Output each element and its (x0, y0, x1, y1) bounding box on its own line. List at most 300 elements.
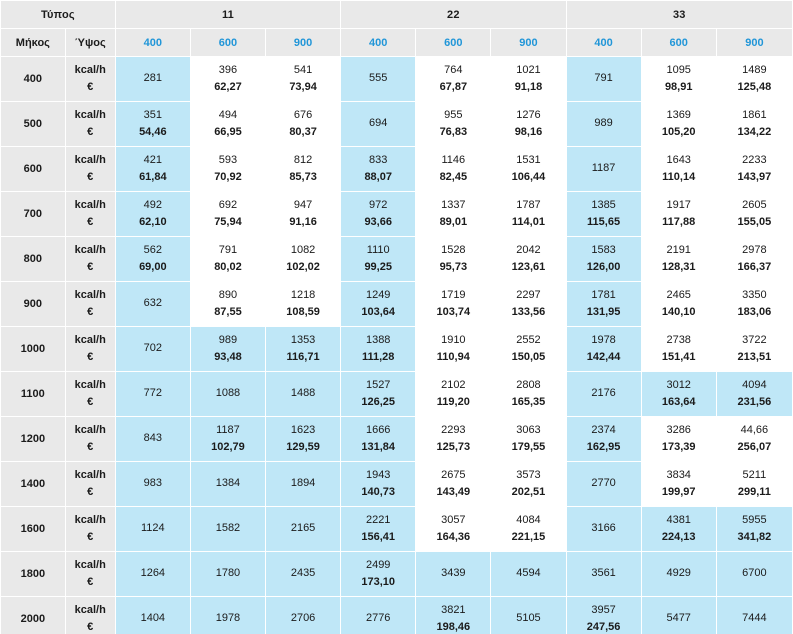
data-cell (115, 327, 190, 372)
cell-price-value: 140,73 (361, 486, 396, 498)
unit-price: € (87, 171, 94, 183)
cell-power-value: 1095 (666, 63, 691, 76)
data-cell (716, 237, 792, 282)
cell-price-value: 89,01 (439, 216, 468, 228)
cell-power-value: 4594 (516, 567, 541, 580)
unit-price: € (87, 621, 94, 633)
cell-power-value: 2978 (742, 243, 767, 256)
data-cell (716, 507, 792, 552)
row-unit-labels (65, 462, 115, 507)
cell-power-value: 791 (218, 243, 238, 256)
header-length-label: Μήκος (1, 29, 66, 57)
cell-price-value: 224,13 (661, 531, 696, 543)
cell-power-value: 772 (143, 387, 162, 400)
cell-price-value: 62,27 (214, 81, 242, 93)
data-cell (190, 282, 265, 327)
cell-price-value: 62,10 (139, 216, 167, 228)
cell-power-value: 555 (369, 72, 388, 85)
cell-power-value: 2776 (365, 612, 391, 625)
unit-price: € (87, 261, 94, 273)
data-cell (266, 102, 341, 147)
header-type-33: 33 (566, 1, 792, 29)
header-type-11: 11 (115, 1, 340, 29)
cell-price-value: 140,10 (661, 306, 696, 318)
table-row (1, 327, 793, 372)
data-cell (266, 57, 341, 102)
data-cell (341, 57, 416, 102)
header-height-11-900: 900 (266, 29, 341, 57)
data-cell (115, 597, 190, 634)
cell-power-value: 989 (218, 333, 238, 346)
table-row (1, 102, 793, 147)
cell-price-value: 111,28 (361, 351, 395, 363)
data-cell (416, 192, 491, 237)
unit-power: kcal/h (74, 558, 106, 571)
cell-power-value: 1384 (215, 477, 241, 490)
data-cell (641, 57, 716, 102)
cell-price-value: 75,94 (214, 216, 242, 228)
cell-price-value: 142,44 (586, 351, 621, 363)
unit-power: kcal/h (74, 468, 106, 481)
data-cell (491, 372, 566, 417)
data-cell (190, 327, 265, 372)
cell-price-value: 173,39 (661, 441, 696, 453)
data-cell (115, 552, 190, 597)
data-cell (491, 237, 566, 282)
data-cell (115, 57, 190, 102)
row-length-label: 1600 (1, 507, 66, 552)
data-cell (491, 102, 566, 147)
row-unit-labels (65, 237, 115, 282)
unit-power: kcal/h (74, 603, 106, 616)
cell-price-value: 80,02 (214, 261, 242, 273)
cell-power-value: 3834 (666, 468, 691, 481)
row-unit-labels (65, 597, 115, 634)
cell-power-value: 1187 (591, 162, 616, 175)
table-row (1, 462, 793, 507)
cell-price-value: 134,22 (737, 126, 772, 138)
data-cell (491, 597, 566, 634)
cell-power-value: 2176 (591, 387, 616, 400)
cell-price-value: 129,59 (286, 441, 320, 453)
data-cell (115, 237, 190, 282)
row-length-label: 700 (1, 192, 66, 237)
cell-power-value: 44,66 (740, 423, 769, 436)
data-cell (266, 597, 341, 634)
cell-price-value: 95,73 (439, 261, 468, 273)
header-height-label: Ύψος (65, 29, 115, 57)
row-unit-labels (65, 507, 115, 552)
cell-power-value: 494 (218, 108, 238, 121)
cell-power-value: 1488 (290, 387, 316, 400)
data-cell (566, 462, 641, 507)
cell-price-value: 87,55 (214, 306, 242, 318)
cell-power-value: 5105 (516, 612, 541, 625)
data-cell (716, 327, 792, 372)
data-cell (566, 192, 641, 237)
cell-price-value: 151,41 (661, 351, 696, 363)
data-cell (491, 282, 566, 327)
row-unit-labels (65, 102, 115, 147)
cell-price-value: 126,00 (586, 261, 621, 273)
data-cell (491, 507, 566, 552)
cell-power-value: 1264 (140, 567, 166, 580)
data-cell (266, 192, 341, 237)
cell-power-value: 1353 (290, 333, 316, 346)
unit-price: € (87, 396, 94, 408)
row-unit-labels (65, 327, 115, 372)
cell-power-value: 2233 (742, 153, 767, 166)
header-height-33-900: 900 (716, 29, 792, 57)
cell-power-value: 2675 (441, 468, 466, 481)
data-cell (641, 237, 716, 282)
data-cell (641, 327, 716, 372)
cell-power-value: 4381 (666, 513, 691, 526)
cell-power-value: 1337 (441, 198, 466, 211)
cell-power-value: 5211 (742, 468, 767, 481)
row-length-label: 800 (1, 237, 66, 282)
cell-power-value: 1978 (591, 333, 616, 346)
cell-price-value: 85,73 (289, 171, 317, 183)
data-cell (491, 192, 566, 237)
cell-power-value: 281 (143, 72, 162, 85)
cell-price-value: 150,05 (511, 351, 546, 363)
cell-power-value: 676 (293, 108, 313, 121)
cell-price-value: 116,71 (286, 351, 320, 363)
header-height-11-400: 400 (115, 29, 190, 57)
data-cell (416, 507, 491, 552)
cell-price-value: 221,15 (511, 531, 546, 543)
unit-price: € (87, 441, 94, 453)
data-cell (416, 327, 491, 372)
cell-power-value: 4929 (666, 567, 691, 580)
cell-power-value: 562 (143, 243, 162, 256)
data-cell (115, 192, 190, 237)
table-row (1, 372, 793, 417)
data-cell (190, 507, 265, 552)
cell-power-value: 2102 (441, 378, 466, 391)
cell-power-value: 1146 (441, 153, 466, 166)
data-cell (416, 282, 491, 327)
unit-power: kcal/h (74, 63, 106, 76)
cell-power-value: 1978 (215, 612, 241, 625)
cell-power-value: 955 (444, 108, 463, 121)
cell-power-value: 1369 (666, 108, 691, 121)
data-cell (266, 372, 341, 417)
cell-power-value: 2221 (365, 513, 391, 526)
cell-price-value: 115,65 (587, 216, 621, 228)
data-cell (641, 552, 716, 597)
cell-power-value: 396 (218, 63, 238, 76)
data-cell (491, 462, 566, 507)
cell-power-value: 5955 (742, 513, 767, 526)
data-cell (115, 147, 190, 192)
table-row (1, 552, 793, 597)
data-cell (641, 192, 716, 237)
cell-price-value: 119,20 (436, 396, 470, 408)
data-cell (716, 372, 792, 417)
cell-power-value: 1385 (591, 198, 616, 211)
cell-power-value: 791 (594, 72, 613, 85)
cell-power-value: 2808 (516, 378, 541, 391)
row-length-label: 2000 (1, 597, 66, 634)
cell-price-value: 126,25 (361, 396, 396, 408)
header-height-22-400: 400 (341, 29, 416, 57)
header-row-type (1, 1, 793, 29)
header-height-33-400: 400 (566, 29, 641, 57)
cell-power-value: 1489 (742, 63, 767, 76)
data-cell (115, 372, 190, 417)
cell-price-value: 54,46 (139, 126, 167, 138)
data-cell (190, 57, 265, 102)
data-cell (266, 417, 341, 462)
table-row (1, 507, 793, 552)
cell-price-value: 110,14 (662, 171, 696, 183)
cell-power-value: 972 (369, 198, 388, 211)
data-cell (566, 552, 641, 597)
data-cell (190, 237, 265, 282)
cell-power-value: 6700 (742, 567, 767, 580)
data-cell (190, 552, 265, 597)
cell-power-value: 1861 (742, 108, 767, 121)
cell-power-value: 1218 (290, 288, 316, 301)
cell-price-value: 213,51 (737, 351, 772, 363)
cell-price-value: 82,45 (439, 171, 468, 183)
cell-power-value: 3561 (591, 567, 616, 580)
cell-price-value: 198,46 (436, 621, 471, 633)
header-type-22: 22 (341, 1, 566, 29)
data-cell (566, 597, 641, 634)
cell-power-value: 2738 (666, 333, 691, 346)
cell-power-value: 2191 (666, 243, 691, 256)
data-cell (416, 462, 491, 507)
cell-price-value: 93,48 (214, 351, 242, 363)
data-cell (641, 282, 716, 327)
data-cell (566, 147, 641, 192)
cell-power-value: 3957 (591, 603, 616, 616)
cell-price-value: 202,51 (511, 486, 546, 498)
data-cell (716, 147, 792, 192)
cell-price-value: 173,10 (361, 576, 396, 588)
table-row (1, 237, 793, 282)
data-cell (566, 237, 641, 282)
data-cell (716, 282, 792, 327)
cell-power-value: 1249 (365, 288, 391, 301)
data-cell (341, 417, 416, 462)
cell-price-value: 105,20 (661, 126, 696, 138)
cell-price-value: 156,41 (361, 531, 396, 543)
cell-power-value: 1276 (516, 108, 541, 121)
unit-power: kcal/h (74, 423, 106, 436)
data-cell (491, 147, 566, 192)
cell-price-value: 143,49 (436, 486, 471, 498)
data-cell (341, 372, 416, 417)
data-cell (190, 102, 265, 147)
data-cell (716, 192, 792, 237)
cell-price-value: 247,56 (586, 621, 621, 633)
cell-power-value: 4094 (742, 378, 767, 391)
data-cell (416, 372, 491, 417)
cell-power-value: 1527 (365, 378, 391, 391)
cell-price-value: 76,83 (439, 126, 468, 138)
cell-price-value: 341,82 (737, 531, 772, 543)
cell-power-value: 1388 (365, 333, 391, 346)
unit-price: € (87, 81, 94, 93)
cell-power-value: 1088 (215, 387, 241, 400)
data-cell (491, 552, 566, 597)
data-cell (115, 507, 190, 552)
table-row (1, 417, 793, 462)
cell-price-value: 69,00 (139, 261, 167, 273)
unit-price: € (87, 126, 94, 138)
cell-power-value: 3821 (441, 603, 466, 616)
cell-power-value: 541 (293, 63, 313, 76)
cell-price-value: 91,16 (289, 216, 317, 228)
data-cell (716, 597, 792, 634)
cell-price-value: 163,64 (661, 396, 696, 408)
row-unit-labels (65, 417, 115, 462)
data-cell (115, 462, 190, 507)
data-cell (566, 417, 641, 462)
cell-price-value: 179,55 (511, 441, 546, 453)
cell-power-value: 4084 (516, 513, 541, 526)
data-cell (416, 417, 491, 462)
table-row (1, 147, 793, 192)
data-cell (266, 507, 341, 552)
data-cell (115, 282, 190, 327)
row-length-label: 1000 (1, 327, 66, 372)
header-row-height (1, 29, 793, 57)
data-cell (716, 57, 792, 102)
data-cell (641, 462, 716, 507)
cell-price-value: 299,11 (737, 486, 771, 498)
header-height-22-600: 600 (416, 29, 491, 57)
table-row (1, 57, 793, 102)
unit-price: € (87, 306, 94, 318)
cell-power-value: 1582 (215, 522, 241, 535)
cell-price-value: 67,87 (439, 81, 468, 93)
unit-price: € (87, 486, 94, 498)
cell-power-value: 5477 (666, 612, 691, 625)
data-cell (641, 597, 716, 634)
unit-price: € (87, 576, 94, 588)
cell-power-value: 1404 (140, 612, 166, 625)
cell-power-value: 692 (218, 198, 238, 211)
cell-power-value: 1528 (441, 243, 466, 256)
cell-power-value: 2435 (290, 567, 316, 580)
data-cell (115, 417, 190, 462)
data-cell (416, 552, 491, 597)
cell-power-value: 2293 (441, 423, 466, 436)
cell-price-value: 80,37 (289, 126, 317, 138)
cell-power-value: 351 (143, 108, 162, 121)
cell-price-value: 99,25 (364, 261, 392, 273)
unit-power: kcal/h (74, 333, 106, 346)
unit-power: kcal/h (74, 108, 106, 121)
header-height-22-900: 900 (491, 29, 566, 57)
cell-price-value: 231,56 (737, 396, 772, 408)
cell-power-value: 2499 (365, 558, 391, 571)
table-row (1, 282, 793, 327)
data-cell (641, 102, 716, 147)
cell-power-value: 421 (143, 153, 162, 166)
cell-power-value: 7444 (742, 612, 767, 625)
data-cell (491, 57, 566, 102)
cell-power-value: 3057 (441, 513, 466, 526)
cell-power-value: 1917 (666, 198, 691, 211)
cell-power-value: 492 (143, 198, 162, 211)
cell-price-value: 133,56 (511, 306, 546, 318)
table-header (1, 1, 793, 57)
cell-power-value: 3012 (666, 378, 691, 391)
cell-price-value: 98,16 (514, 126, 543, 138)
cell-power-value: 1124 (141, 522, 165, 535)
cell-price-value: 166,37 (737, 261, 772, 273)
cell-power-value: 2552 (516, 333, 541, 346)
data-cell (266, 552, 341, 597)
row-unit-labels (65, 192, 115, 237)
data-cell (416, 597, 491, 634)
header-height-11-600: 600 (190, 29, 265, 57)
cell-price-value: 165,35 (511, 396, 546, 408)
unit-power: kcal/h (74, 153, 106, 166)
data-cell (566, 507, 641, 552)
cell-power-value: 3166 (591, 522, 616, 535)
cell-power-value: 2165 (290, 522, 316, 535)
cell-power-value: 2770 (591, 477, 616, 490)
data-cell (341, 282, 416, 327)
data-cell (716, 102, 792, 147)
data-cell (190, 462, 265, 507)
data-cell (341, 237, 416, 282)
unit-power: kcal/h (74, 243, 106, 256)
data-cell (641, 372, 716, 417)
cell-price-value: 103,64 (361, 306, 396, 318)
row-unit-labels (65, 57, 115, 102)
data-cell (266, 462, 341, 507)
data-cell (416, 102, 491, 147)
unit-power: kcal/h (74, 198, 106, 211)
cell-power-value: 1894 (290, 477, 316, 490)
data-cell (190, 192, 265, 237)
cell-price-value: 125,48 (737, 81, 772, 93)
cell-price-value: 73,94 (289, 81, 317, 93)
cell-power-value: 833 (369, 153, 388, 166)
cell-power-value: 2706 (290, 612, 316, 625)
data-cell (641, 507, 716, 552)
cell-power-value: 3063 (516, 423, 541, 436)
cell-power-value: 1910 (441, 333, 466, 346)
row-unit-labels (65, 552, 115, 597)
row-length-label: 1200 (1, 417, 66, 462)
cell-price-value: 155,05 (737, 216, 772, 228)
cell-power-value: 983 (143, 477, 162, 490)
cell-power-value: 1666 (365, 423, 391, 436)
unit-power: kcal/h (74, 513, 106, 526)
cell-power-value: 1187 (216, 423, 240, 436)
cell-price-value: 106,44 (511, 171, 546, 183)
cell-price-value: 61,84 (139, 171, 167, 183)
cell-price-value: 256,07 (737, 441, 772, 453)
cell-power-value: 3439 (441, 567, 466, 580)
cell-price-value: 131,84 (361, 441, 396, 453)
row-length-label: 400 (1, 57, 66, 102)
data-cell (190, 372, 265, 417)
cell-power-value: 812 (293, 153, 313, 166)
table-row (1, 597, 793, 634)
cell-power-value: 702 (143, 342, 162, 355)
data-cell (190, 417, 265, 462)
